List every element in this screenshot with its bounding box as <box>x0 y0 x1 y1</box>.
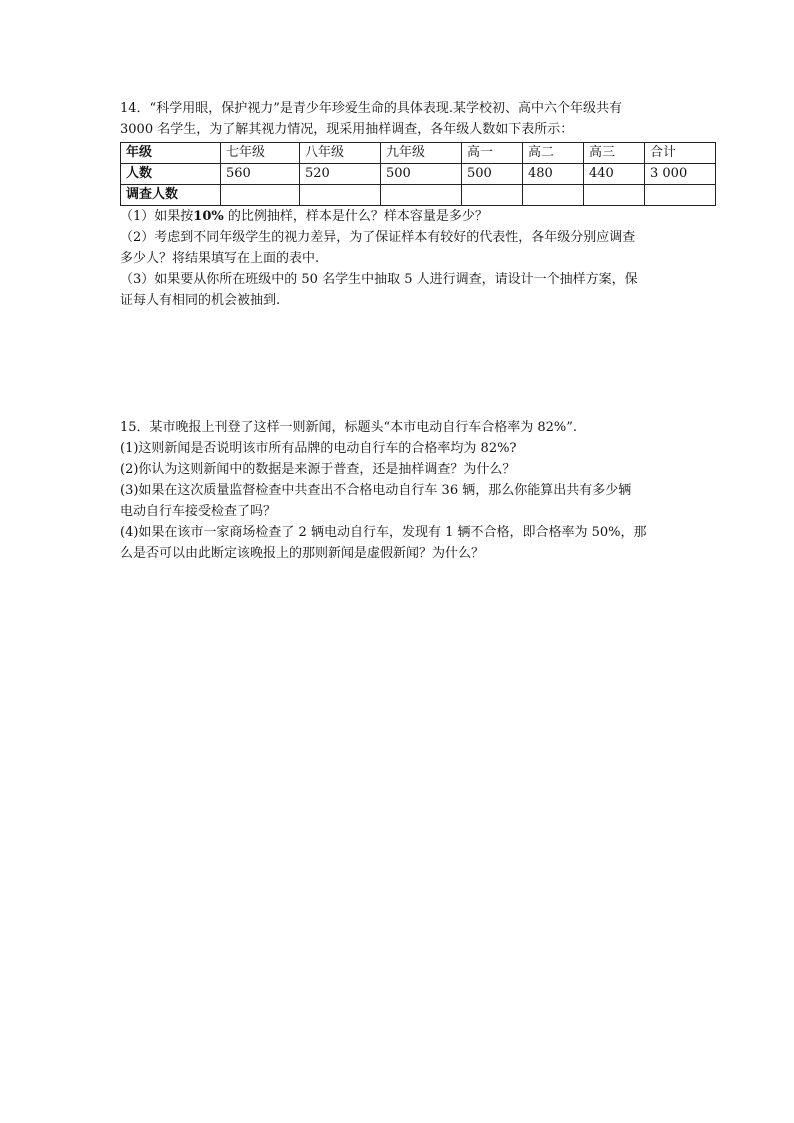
table-cell <box>381 185 462 206</box>
table-row-grade <box>121 143 716 164</box>
table-row-count <box>121 164 716 185</box>
table-cell: 高三 <box>584 143 645 164</box>
table-cell <box>462 185 523 206</box>
q15-part4-line2: 么是否可以由此断定该晚报上的那则新闻是虚假新闻？为什么？ <box>120 546 485 561</box>
table-cell: 520 <box>300 164 381 185</box>
table-cell: 合计 <box>645 143 716 164</box>
q14-part3-line1: （3）如果要从你所在班级中的 50 名学生中抽取 5 人进行调查，请设计一个抽样方案，保 <box>120 272 638 287</box>
table-cell: 500 <box>462 164 523 185</box>
table-row-survey <box>121 185 716 206</box>
question-14 <box>120 98 690 311</box>
table-cell: 高一 <box>462 143 523 164</box>
q15-part3-line2: 电动自行车接受检查了吗？ <box>120 504 277 519</box>
table-cell <box>300 185 381 206</box>
q14-intro-line2: 3000 名学生，为了解其视力情况，现采用抽样调查，各年级人数如下表所示： <box>120 122 574 137</box>
q15-part3-line1: (3)如果在这次质量监督检查中共查出不合格电动自行车 36 辆，那么你能算出共有多少辆 <box>120 483 632 498</box>
table-cell: 调查人数 <box>121 185 221 206</box>
table-cell: 人数 <box>121 164 221 185</box>
q14-intro-line1: 14．“科学用眼，保护视力”是青少年珍爱生命的具体表现.某学校初、高中六个年级共有 <box>120 101 622 116</box>
q14-part1 <box>120 206 690 227</box>
q15-intro: 15．某市晚报上刊登了这样一则新闻，标题头“本市电动自行车合格率为 82%”. <box>120 420 577 435</box>
table-cell <box>645 185 716 206</box>
table-cell: 九年级 <box>381 143 462 164</box>
table-cell: 440 <box>584 164 645 185</box>
grade-count-table <box>120 142 716 206</box>
q14-part1-percent: 10% <box>193 209 224 224</box>
q14-part3-line2: 证每人有相同的机会被抽到. <box>120 293 281 308</box>
table-cell: 年级 <box>121 143 221 164</box>
table-cell: 500 <box>381 164 462 185</box>
q14-part1-text-a: （1）如果按 <box>120 209 194 224</box>
q14-part1-text-b: 的比例抽样，样本是什么？样本容量是多少？ <box>223 209 488 224</box>
table-cell: 3 000 <box>645 164 716 185</box>
q15-part1: (1)这则新闻是否说明该市所有品牌的电动自行车的合格率均为 82%? <box>120 441 517 456</box>
table-cell: 高二 <box>523 143 584 164</box>
q14-part2-line1: （2）考虑到不同年级学生的视力差异，为了保证样本有较好的代表性，各年级分别应调查 <box>120 230 636 245</box>
table-cell: 560 <box>221 164 300 185</box>
table-cell <box>584 185 645 206</box>
table-cell: 480 <box>523 164 584 185</box>
q15-part2: (2)你认为这则新闻中的数据是来源于普查，还是抽样调查？为什么？ <box>120 462 516 477</box>
table-cell: 八年级 <box>300 143 381 164</box>
table-cell <box>523 185 584 206</box>
table-cell: 七年级 <box>221 143 300 164</box>
q15-part4-line1: (4)如果在该市一家商场检查了 2 辆电动自行车，发现有 1 辆不合格，即合格率为 50%，那 <box>120 525 647 540</box>
q14-part2-line2: 多少人？将结果填写在上面的表中. <box>120 251 320 266</box>
table-cell <box>221 185 300 206</box>
question-15 <box>120 417 690 564</box>
